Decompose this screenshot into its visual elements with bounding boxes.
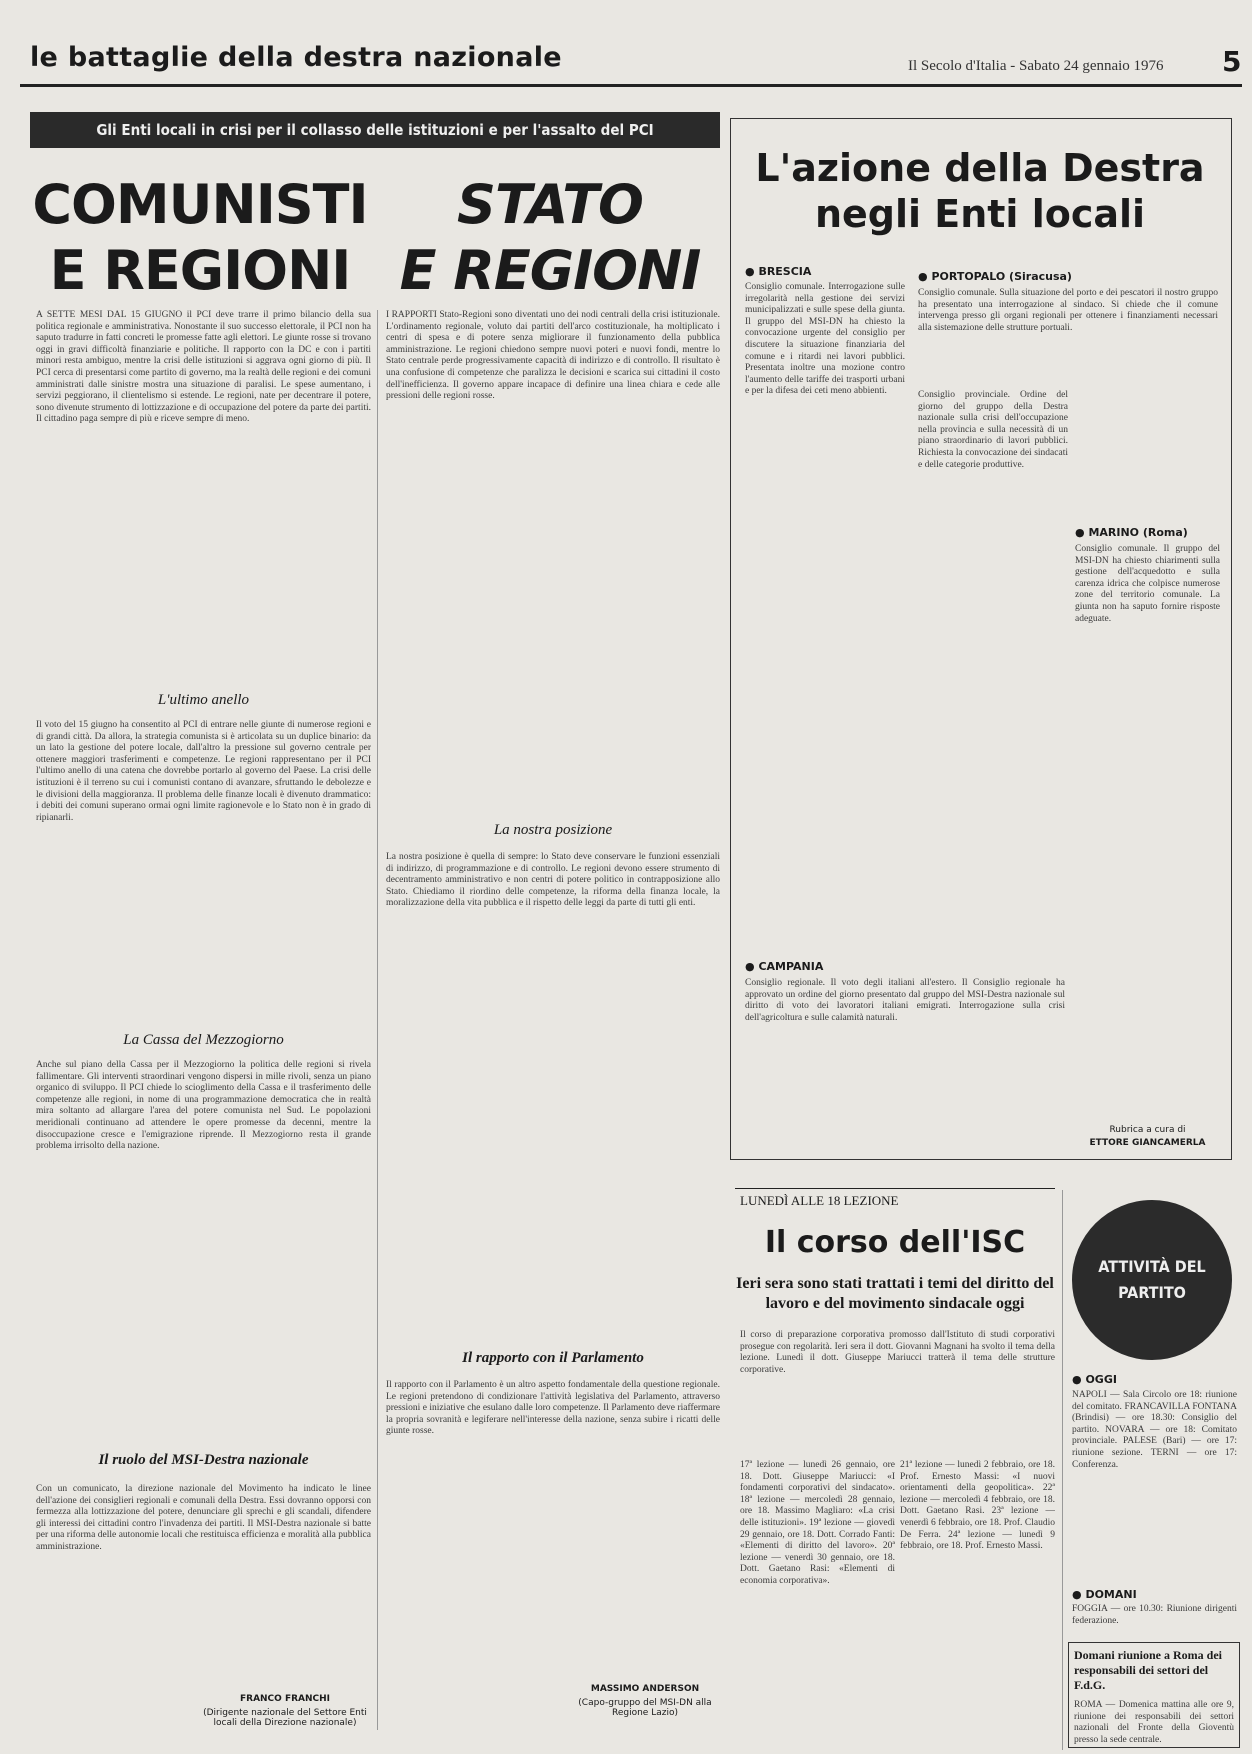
divider-right (1062, 1190, 1063, 1750)
text-campania: Consiglio regionale. Il voto degli italiani all'estero. Il Consiglio regionale ha approvato un ordine del giorno presentato dal gruppo del MSI-Destra nazionale sul diritto di voto dei lavoratori italiani emigrati. Interrogazione sulla crisi dell'agricoltura e sulle calamità naturali. (745, 978, 1065, 1023)
col1-anello: Il voto del 15 giugno ha consentito al PCI di entrare nelle giunte di numerose regioni e di grandi città. Da allora, la strategia comunista si è articolata su un duplice binario: da un lato la gestione del potere locale, dall'altro la pressione sul governo centrale per ottenere maggiori trasferimenti e competenze. Le regioni rappresentano per il PCI l'ultimo anello di una catena che dovrebbe portarlo al governo del Paese. La crisi delle istituzioni è il terreno su cui i comunisti contano di avanzare, sfruttando le debolezze e le divisioni della maggioranza. Il problema delle finanze locali è divenuto drammatico: i debiti dei comuni superano ormai ogni limite ragionevole e lo Stato non è in grado di ripianarli. (36, 720, 371, 823)
text-portopalo-b: Consiglio provinciale. Ordine del giorno del gruppo della Destra nazionale sulla crisi dell'occupazione nella provincia e sulla necessità di un piano straordinario di lavori pubblici. Richiesta la convocazione dei sindacati e delle categorie produttive. (918, 390, 1068, 470)
fdg-text: ROMA — Domenica mattina alle ore 9, riunione dei responsabili dei settori nazionali del Fronte della Gioventù presso la sede centrale. (1074, 1700, 1234, 1744)
headline-azione-destra (740, 145, 1220, 237)
divider-left (377, 310, 378, 1730)
location-portopalo: ● PORTOPALO (Siracusa) (918, 270, 1072, 283)
text-marino: Consiglio comunale. Il gruppo del MSI-DN ha chiesto chiarimenti sulla gestione dell'acquedotto e sulla carenza idrica che colpisce numerose zone del territorio comunale. La giunta non ha saputo fornire risposte adeguate. (1075, 544, 1220, 624)
signature-franchi-role: (Dirigente nazionale del Settore Enti locali della Direzione nazionale) (203, 1708, 367, 1728)
subhead-ruolo-msi: Il ruolo del MSI-Destra nazionale (98, 1452, 309, 1468)
headline-stato (380, 172, 720, 304)
isc-text: Il corso di preparazione corporativa promosso dall'Istituto di studi corporativi prosegue con regolarità. Ieri sera il dott. Giovanni Magnani ha svolto il tema della lezione. Lunedì il dott. Giuseppe Mariucci tratterà il tema delle strutture corporative. (740, 1330, 1055, 1375)
section-title: le battaglie della destra nazionale (30, 42, 562, 73)
location-brescia-label: BRESCIA (758, 265, 812, 278)
subhead-rapporto-parlamento: Il rapporto con il Parlamento (462, 1350, 644, 1366)
isc-subtitle: Ieri sera sono stati trattati i temi del diritto del lavoro e del movimento sindacale oggi (736, 1275, 1054, 1312)
fdg-title: Domani riunione a Roma dei responsabili dei settori del F.d.G. (1074, 1648, 1223, 1692)
text-domani: FOGGIA — ore 10.30: Riunione dirigenti federazione. (1072, 1604, 1237, 1626)
col2-parlamento: Il rapporto con il Parlamento è un altro aspetto fondamentale della questione regionale. Le regioni pretendono di condizionare l'attività legislativa del Parlamento, attraverso pressioni e iniziative che esulano dalle loro competenze. Il Parlamento deve riaffermare la propria sovranità e legiferare nell'interesse della nazione, senza subire i ricatti delle giunte rosse. (386, 1380, 720, 1437)
text-brescia: Consiglio comunale. Interrogazione sulle irregolarità nella gestione dei servizi municipalizzati e sulle spese della giunta. Il gruppo del MSI-DN ha chiesto la convocazione urgente del consiglio per discutere la situazione finanziaria del comune e i ritardi nei lavori pubblici. Presentata inoltre una mozione contro l'aumento delle tariffe dei trasporti urbani e per la difesa dei ceti meno abbienti. (745, 282, 905, 397)
location-campania-label: CAMPANIA (758, 960, 824, 973)
headline-stato-line-2: E REGIONI (399, 239, 701, 302)
col1-ruolo: Con un comunicato, la direzione nazionale del Movimento ha indicato le linee dell'azione dei consiglieri regionali e comunali della Destra. Essi dovranno opporsi con fermezza alla lottizzazione del potere, denunciare gli sprechi e gli scandali, difendere gli interessi dei cittadini contro l'invadenza dei partiti. Il MSI-Destra nazionale si batte per una riforma delle autonomie locali che restituisca efficienza e moralità alla pubblica amministrazione. (36, 1484, 371, 1552)
signature-rubrica: Rubrica a cura di (1109, 1125, 1186, 1135)
headline-azione-line-1: L'azione della Destra (755, 146, 1205, 190)
label-oggi-text: OGGI (1085, 1373, 1117, 1386)
page-number: 5 (1222, 45, 1242, 78)
subhead-ultimo-anello: L'ultimo anello (157, 692, 250, 708)
text-oggi: NAPOLI — Sala Circolo ore 18: riunione del comitato. FRANCAVILLA FONTANA (Brindisi) — ore 18.30: Consiglio del partito. NOVARA — ore 18: Comitato provinciale. PALESE (Bari) — ore 17: riunione sezione. TERNI — ore 17: Conferenza. (1072, 1390, 1237, 1470)
location-campania: ● CAMPANIA (745, 960, 824, 973)
text-portopalo: Consiglio comunale. Sulla situazione del porto e dei pescatori il nostro gruppo ha presentato una interrogazione al sindaco. Si chiede che il comune intervenga presso gli organi regionali per ottenere i finanziamenti necessari alla sistemazione delle strutture portuali. (918, 288, 1218, 333)
subhead-nostra-posizione: La nostra posizione (493, 822, 613, 838)
signature-anderson: MASSIMO ANDERSON (590, 1684, 700, 1694)
label-domani-text: DOMANI (1085, 1588, 1137, 1601)
location-brescia: ● BRESCIA (745, 265, 812, 278)
col1-intro: A SETTE MESI DAL 15 GIUGNO il PCI deve trarre il primo bilancio della sua politica regionale e amministrativa. Nonostante il suo successo elettorale, il PCI non ha saputo tradurre in fatti concreti le promesse fatte agli elettori. Le giunte rosse si trovano oggi in gravi difficoltà finanziarie e politiche. Il rapporto con la DC e con i partiti minori resta ambiguo, mentre la crisi delle istituzioni si aggrava ogni giorno di più. Il PCI cerca di presentarsi come partito di governo, ma la realtà delle regioni e dei comuni amministrati dalle sinistre mostra una situazione di paralisi. Le spese aumentano, i servizi peggiorano, il clientelismo si estende. Le regioni, nate per decentrare il potere, sono divenute strumento di lottizzazione e di occupazione del potere da parte dei partiti. Il cittadino paga sempre di più e riceve sempre di meno. (36, 310, 371, 425)
newspaper-date: Il Secolo d'Italia - Sabato 24 gennaio 1976 (908, 58, 1164, 74)
headline-comunisti (30, 172, 370, 304)
subhead-cassa-mezzogiorno: La Cassa del Mezzogiorno (123, 1032, 284, 1048)
left-banner: Gli Enti locali in crisi per il collasso delle istituzioni e per l'assalto del PCI (30, 112, 720, 148)
col2-intro: I RAPPORTI Stato-Regioni sono diventati uno dei nodi centrali della crisi istituzionale. L'ordinamento regionale, voluto dai partiti dell'arco costituzionale, ha moltiplicato i centri di spesa e di potere senza migliorare il funzionamento della pubblica amministrazione. Le regioni chiedono sempre nuovi poteri e nuovi fondi, mentre lo Stato centrale perde progressivamente capacità di indirizzo e di controllo. Il risultato è una confusione di competenze che paralizza le decisioni e scarica sui cittadini il costo dell'inefficienza. Il governo appare incapace di definire una linea chiara e cede alle pressioni delle regioni rosse. (386, 310, 720, 402)
location-portopalo-label: PORTOPALO (Siracusa) (931, 270, 1072, 283)
isc-calendar-1: 17ª lezione — lunedì 26 gennaio, ore 18. Dott. Giuseppe Mariucci: «I fondamenti corporativi del sindacato». 18ª lezione — mercoledì 28 gennaio, ore 18. Massimo Magliaro: «La crisi delle istituzioni». 19ª lezione — giovedì 29 gennaio, ore 18. Dott. Corrado Fanti: «Elementi di diritto del lavoro». 20ª lezione — venerdì 30 gennaio, ore 18. Dott. Gaetano Rasi: «Elementi di economia corporativa». (740, 1460, 895, 1586)
signature-anderson-role: (Capo-gruppo del MSI-DN alla Regione Lazio) (578, 1698, 712, 1718)
col2-posizione: La nostra posizione è quella di sempre: lo Stato deve conservare le funzioni essenziali di indirizzo, di programmazione e di controllo. Le regioni devono essere strumento di decentramento amministrativo e non centri di potere politico in contrapposizione allo Stato. Chiediamo il riordino delle competenze, la riforma della finanza locale, la moralizzazione della vita pubblica e il rispetto delle leggi da parte di tutti gli enti. (386, 852, 720, 909)
isc-title: Il corso dell'ISC (764, 1225, 1026, 1260)
headline-stato-line-1: STATO (457, 173, 643, 236)
isc-calendar-2: 21ª lezione — lunedì 2 febbraio, ore 18. Prof. Ernesto Massi: «I nuovi orientamenti della geopolitica». 22ª lezione — mercoledì 4 febbraio, ore 18. Dott. Gaetano Rasi. 23ª lezione — venerdì 6 febbraio, ore 18. Prof. Claudio De Ferra. 24ª lezione — lunedì 9 febbraio, ore 18. Prof. Ernesto Massi. (900, 1460, 1055, 1552)
isc-kicker: LUNEDÌ ALLE 18 LEZIONE (740, 1193, 899, 1208)
signature-franchi: FRANCO FRANCHI (239, 1694, 331, 1704)
col1-cassa: Anche sul piano della Cassa per il Mezzogiorno la politica delle regioni si rivela fallimentare. Gli interventi straordinari vengono dispersi in mille rivoli, senza un piano organico di sviluppo. Il PCI chiede lo scioglimento della Cassa e il trasferimento delle competenze alle regioni, in nome di una programmazione democratica che in realtà mira soltanto ad allargare l'area del potere comunista nel Sud. Le popolazioni meridionali continuano ad attendere le opere promesse da decenni, mentre la disoccupazione cresce e l'emigrazione riprende. Il Mezzogiorno resta il grande problema irrisolto della nazione. (36, 1060, 371, 1152)
headline-azione-line-2: negli Enti locali (814, 192, 1146, 236)
label-domani: ● DOMANI (1072, 1588, 1137, 1601)
isc-rule (735, 1188, 1055, 1189)
location-marino-label: MARINO (Roma) (1088, 526, 1188, 539)
headline-comunisti-line-2: E REGIONI (49, 239, 351, 302)
headline-comunisti-line-1: COMUNISTI (32, 173, 368, 236)
signature-giancamerla: ETTORE GIANCAMERLA (1089, 1138, 1206, 1148)
badge-attivita-partito: ATTIVITÀ DEL PARTITO (1072, 1200, 1232, 1360)
location-marino: ● MARINO (Roma) (1075, 526, 1188, 539)
label-oggi: ● OGGI (1072, 1373, 1117, 1386)
masthead-rule (20, 84, 1242, 87)
